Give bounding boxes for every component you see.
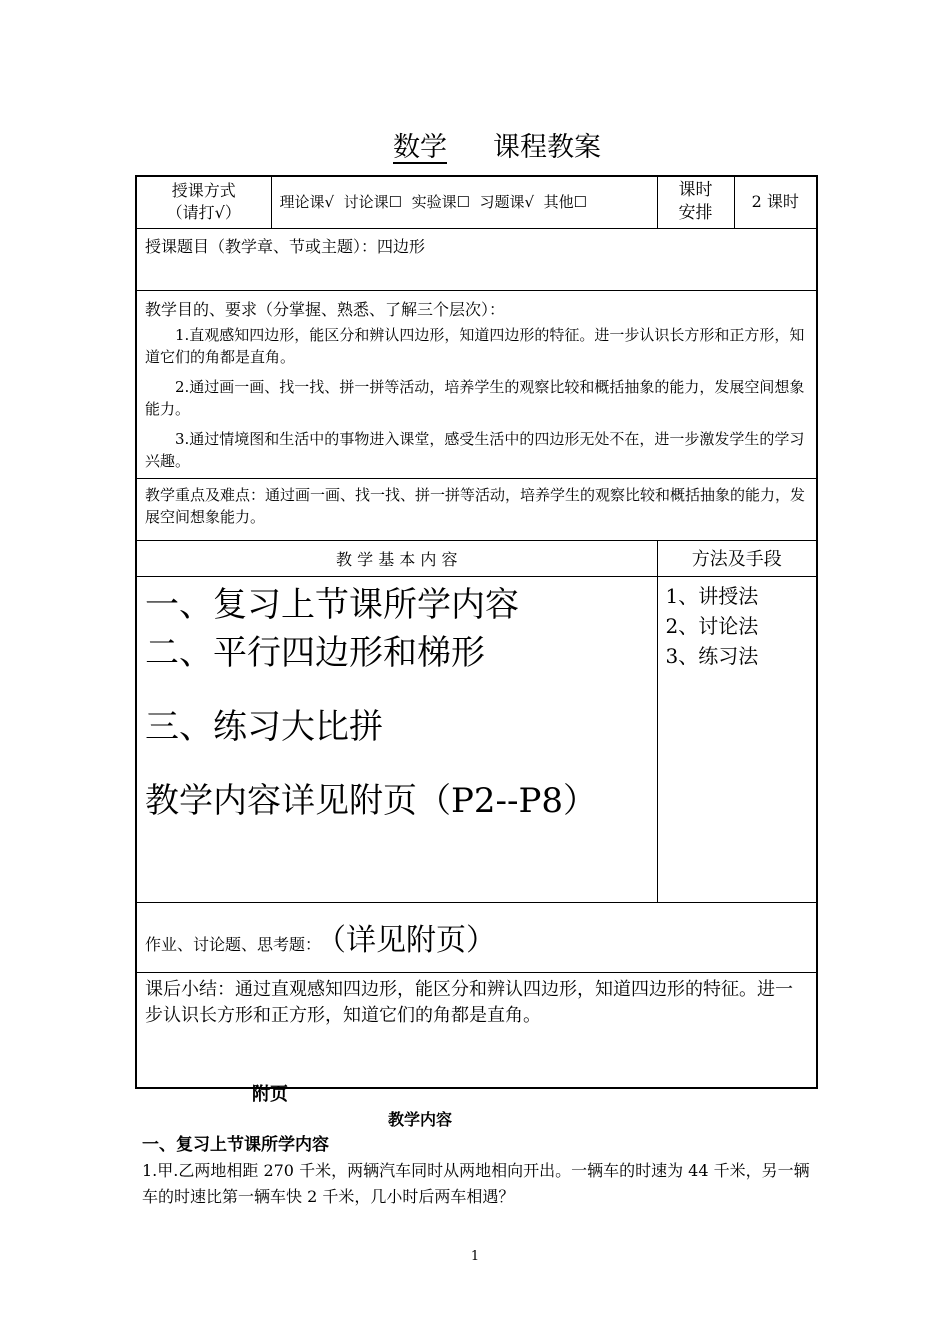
goal-item-3: 3.通过情境图和生活中的事物进入课堂，感受生活中的四边形无处不在，进一步激发学生的学习兴趣。 xyxy=(145,429,805,470)
key-points: 教学重点及难点：通过画一画、找一找、拼一拼等活动，培养学生的观察比较和概括抽象的能力，发展空间想象能力。 xyxy=(136,478,817,540)
lesson-plan-table xyxy=(135,175,818,1089)
lesson-topic: 授课题目（教学章、节或主题）：四边形 xyxy=(136,228,817,290)
content-item-1: 一、复习上节课所学内容 xyxy=(145,584,519,625)
goals-title: 教学目的、要求（分掌握、熟悉、了解三个层次）： xyxy=(145,299,506,319)
hours-label: 课时 安排 xyxy=(657,176,734,228)
homework-row xyxy=(136,902,817,972)
appendix-subheading: 教学内容 xyxy=(387,1110,452,1129)
methods-header: 方法及手段 xyxy=(657,540,817,576)
method-item-1: 1、讲授法 xyxy=(665,583,759,608)
content-row xyxy=(136,576,817,902)
goal-item-1: 1.直观感知四边形，能区分和辨认四边形，知道四边形的特征。进一步认识长方形和正方形，知道它们的角都是直角。 xyxy=(145,325,805,366)
content-header: 教 学 基 本 内 容 xyxy=(136,540,657,576)
subject-name: 数学 xyxy=(393,132,447,163)
method-item-2: 2、讨论法 xyxy=(665,613,759,638)
page-number: 1 xyxy=(470,1249,480,1264)
hours-value: 2 课时 xyxy=(734,176,817,228)
goal-item-2: 2.通过画一画、找一找、拼一拼等活动，培养学生的观察比较和概括抽象的能力，发展空间想象能力。 xyxy=(145,377,805,418)
content-item-2: 二、平行四边形和梯形 xyxy=(145,632,485,673)
teaching-method-options: 理论课√ 讨论课☐ 实验课☐ 习题课√ 其他☐ xyxy=(271,176,657,228)
method-item-3: 3、练习法 xyxy=(665,643,759,668)
teaching-method-label: 授课方式 （请打√） xyxy=(136,176,271,228)
content-item-3: 三、练习大比拼 xyxy=(145,706,383,747)
appendix-question-1: 1.甲.乙两地相距 270 千米，两辆汽车同时从两地相向开出。一辆车的时速为 44 千米，另一辆车的时速比第一辆车快 2 千米，几小时后两车相遇？ xyxy=(142,1161,810,1206)
summary-row xyxy=(136,972,817,1088)
homework-value: （详见附页） xyxy=(331,923,497,958)
title-suffix: 课程教案 xyxy=(493,132,601,163)
topic-row xyxy=(136,228,817,290)
teaching-goals xyxy=(136,290,817,478)
key-points-row xyxy=(136,478,817,540)
content-header-row xyxy=(136,540,817,576)
appendix-section-title: 一、复习上节课所学内容 xyxy=(142,1135,329,1155)
document-title xyxy=(0,128,950,168)
goals-row xyxy=(136,290,817,478)
methods-cell xyxy=(657,576,817,902)
homework-cell xyxy=(136,902,817,972)
homework-label: 作业、讨论题、思考题： xyxy=(145,935,322,954)
lesson-summary: 课后小结：通过直观感知四边形，能区分和辨认四边形，知道四边形的特征。进一步认识长方形和正方形，知道它们的角都是直角。 xyxy=(136,972,817,1088)
content-cell xyxy=(136,576,657,902)
teaching-method-row xyxy=(136,176,817,228)
content-item-4: 教学内容详见附页（P2--P8） xyxy=(145,780,597,821)
appendix-heading: 附页 xyxy=(252,1084,288,1105)
